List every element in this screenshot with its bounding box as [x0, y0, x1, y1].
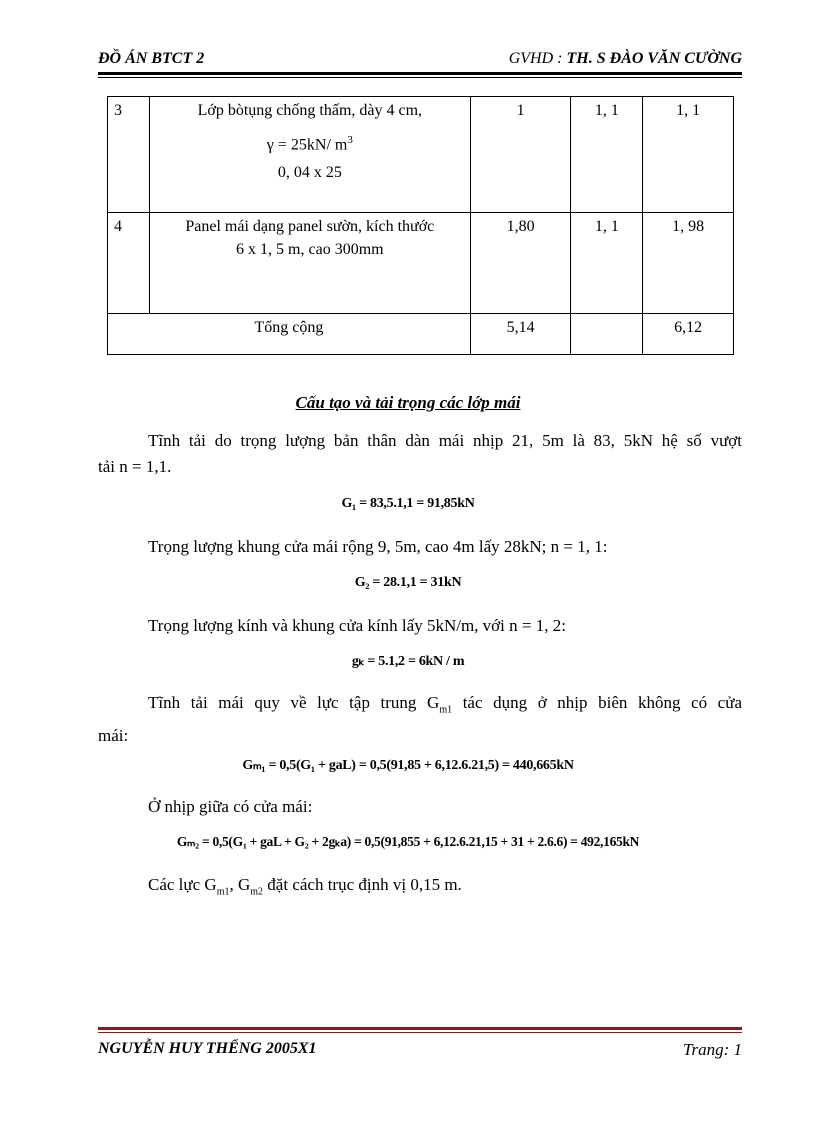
table-row [108, 97, 734, 213]
paragraph-line: tải n = 1,1. [98, 457, 172, 476]
paragraph-skylight-frame [98, 534, 742, 560]
paragraph-line: mái: [98, 726, 129, 746]
table-cell-factor: 1, 1 [571, 213, 643, 314]
header-supervisor-prefix: GVHD : [508, 50, 563, 67]
table-cell-factor: 1, 1 [571, 97, 643, 213]
description-line: Panel mái dạng panel sườn, kích thước [185, 218, 435, 235]
table-cell-design-load: 1, 98 [643, 213, 734, 314]
footer-author: NGUYỄN HUY THỂNG 2005X1 [98, 1040, 317, 1057]
description-line [150, 134, 470, 154]
total-label: Tổng cộng [108, 314, 471, 355]
footer-rule-thick [98, 1027, 742, 1030]
subscript: m1 [216, 886, 230, 898]
paragraph-glass [98, 613, 742, 639]
density-text: γ = 25kN/ m [266, 136, 348, 154]
description-line: Lớp bòtụng chống thấm, dày 4 cm, [197, 102, 423, 119]
text-fragment: Các lực G [148, 875, 217, 894]
paragraph-line: Ở nhịp giữa có cửa mái: [148, 797, 313, 816]
table-cell-standard-load: 1,80 [470, 213, 571, 314]
header-rule-thin [98, 77, 742, 78]
total-design-load: 6,12 [643, 314, 734, 355]
paragraph-force-offset [98, 872, 742, 905]
paragraph-line [98, 875, 462, 898]
paragraph-line: Tĩnh tải do trọng lượng bản thân dàn mái nhịp 21, 5m là 83, 5kN hệ số vượt [148, 431, 742, 450]
header-supervisor [509, 50, 742, 68]
table-cell-index: 4 [108, 213, 150, 314]
table-cell-description [149, 97, 470, 213]
paragraph-line [98, 690, 742, 723]
section-title: Cấu tạo và tải trọng các lớp mái [295, 393, 521, 412]
paragraph-middle-span [98, 794, 742, 820]
table-cell-index: 3 [108, 97, 150, 213]
header-supervisor-name: TH. S ĐÀO VĂN CƯỜNG [562, 50, 742, 67]
footer-page-number: Trang: 1 [682, 1040, 742, 1059]
unit-superscript: 3 [347, 134, 353, 146]
paragraph-truss-load [98, 428, 742, 480]
formula-gk: gₖ = 5.1,2 = 6kN / m [351, 654, 465, 669]
description-line: 6 x 1, 5 m, cao 300mm [236, 241, 384, 258]
table-row [108, 213, 734, 314]
page-header [98, 50, 742, 72]
table-cell-design-load: 1, 1 [643, 97, 734, 213]
paragraph-concentrated-load [98, 690, 742, 749]
text-fragment: tác dụng ở nhịp biên không có cửa [452, 693, 742, 712]
paragraph-line: Trọng lượng kính và khung cửa kính lấy 5kN/m, với n = 1, 2: [148, 616, 566, 635]
table-cell-description [149, 213, 470, 314]
formula-gm2: Gₘ₂ = 0,5(G₁ + gaL + G₂ + 2gₖa) = 0,5(91,855 + 6,12.6.21,15 + 31 + 2.6.6) = 492,165kN [176, 834, 640, 849]
table-total-row [108, 314, 734, 355]
subscript: m2 [250, 886, 264, 898]
loads-table [107, 96, 734, 355]
footer-rule-thin [98, 1032, 742, 1033]
formula-g1: G₁ = 83,5.1,1 = 91,85kN [341, 496, 475, 511]
formula-g2: G₂ = 28.1,1 = 31kN [354, 575, 462, 590]
paragraph-line: Trọng lượng khung cửa mái rộng 9, 5m, cao 4m lấy 28kN; n = 1, 1: [148, 537, 608, 556]
header-project-title: ĐỒ ÁN BTCT 2 [98, 50, 205, 67]
subscript: m1 [439, 704, 453, 716]
text-fragment: đặt cách trục định vị 0,15 m. [263, 875, 462, 894]
formula-gm1: Gₘ₁ = 0,5(G₁ + gaL) = 0,5(91,85 + 6,12.6.21,5) = 440,665kN [242, 758, 574, 773]
table-cell-standard-load: 1 [470, 97, 571, 213]
header-rule-thick [98, 72, 742, 75]
total-factor [571, 314, 643, 355]
text-fragment: , G [229, 875, 251, 894]
total-standard-load: 5,14 [470, 314, 571, 355]
description-line: 0, 04 x 25 [277, 164, 342, 182]
text-fragment: Tĩnh tải mái quy về lực tập trung G [148, 693, 440, 712]
